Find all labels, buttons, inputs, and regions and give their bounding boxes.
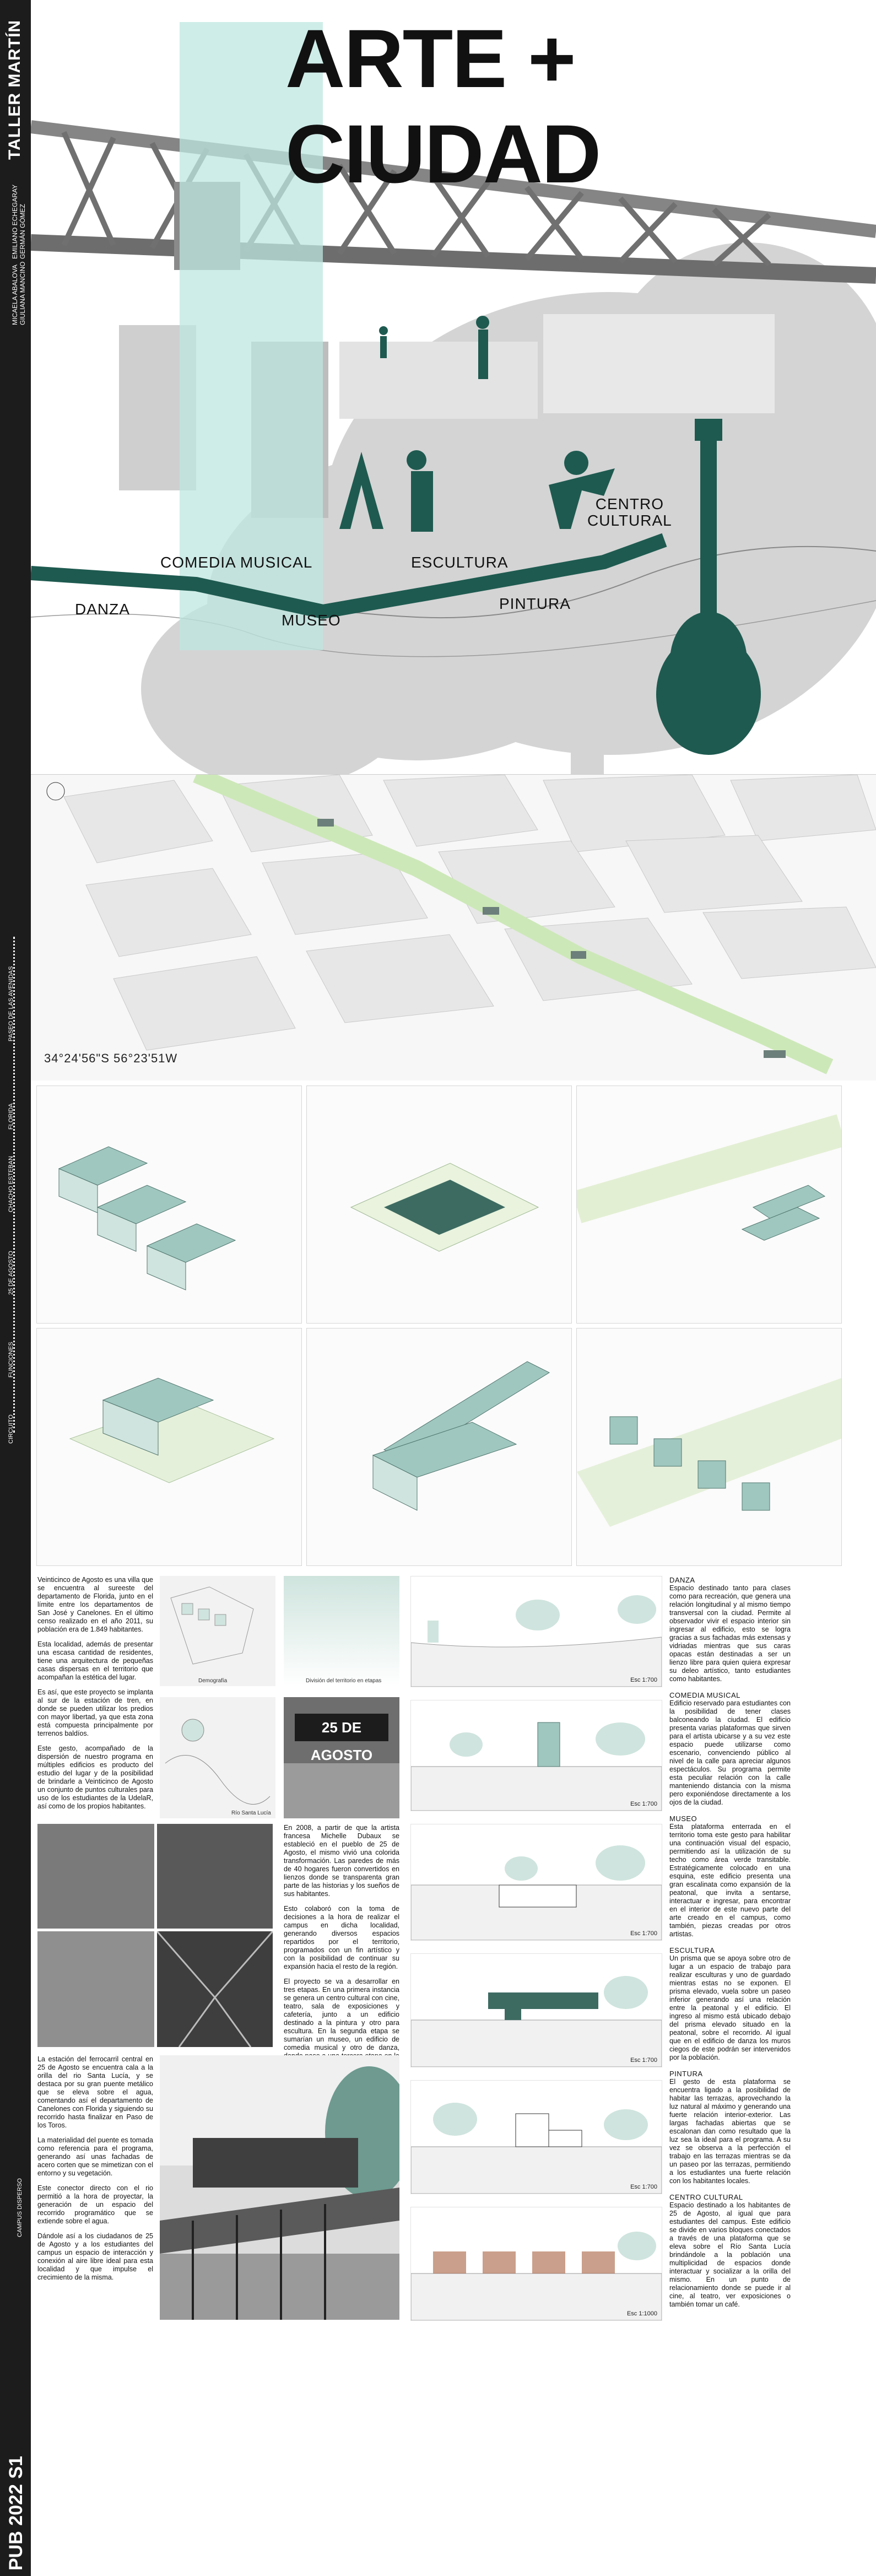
page-title: ARTE + CIUDAD	[285, 12, 601, 200]
paragraph: Esto colaboró con la toma de decisiones a la hora de realizar el campus en dicha localidad, generando diversos espacios repartidos por el territorio, programados con un fin artístico y con la posibilidad de continuar su expansión hacia el resto de la región.	[284, 1905, 399, 1970]
section-pintura	[410, 2080, 662, 2194]
sidebar-label: PASEO DE LAS AVENIDAS	[8, 966, 14, 1041]
program-heading: CENTRO CULTURAL	[669, 2193, 743, 2201]
scale-label: Esc 1:700	[630, 1801, 657, 1807]
sidebar-label: 25 DE AGOSTO	[8, 1251, 14, 1295]
section-escultura	[410, 1953, 662, 2067]
hero-collage	[31, 0, 876, 774]
bridge-text	[37, 2055, 153, 2288]
sidebar-label: CHACHO ESTEBAN	[8, 1155, 14, 1212]
program-heading: ESCULTURA	[669, 1946, 715, 1954]
paragraph: Esta localidad, además de presentar una escasa cantidad de residentes, tiene una arquitectura de pequeñas casas dispersas en el territorio que acompañan la estética del lugar.	[37, 1640, 153, 1681]
hero-label-centro: CENTRO CULTURAL	[587, 495, 672, 529]
render-perspective	[160, 2055, 399, 2320]
program-heading: DANZA	[669, 1576, 695, 1584]
section-danza	[410, 1576, 662, 1687]
town-sign-photo	[284, 1697, 399, 1818]
division-map	[284, 1576, 399, 1686]
sidebar-label: FUNCIONES	[8, 1342, 14, 1378]
hero-label-danza: DANZA	[75, 601, 130, 618]
author-4: GIULIANA MANCINO	[19, 261, 26, 325]
paragraph: El proyecto se va a desarrollar en tres etapas. En una primera instancia se genera un centro cultural con cine, teatro, sala de exposiciones y cafetería, junto a un edificio destinado a la pintura y otro para escultura. En la segunda etapa se sumarían un museo, un edificio de comedia musical y otro de danza,	[284, 1978, 399, 2051]
demography-map	[160, 1576, 275, 1686]
program-body: Un prisma que se apoya sobre otro de lugar a un espacio de trabajo para realizar esculturas y uno de guardado mientras estas no se exponen. El prisma elevado, vuela sobre un paseo inferior generando así una relación entre la peatonal y el edificio. El ingreso al mismo está ubicado debajo del prisma elevado situado en la peatonal, sobre el recorrido. Al igual que en el edificio de danza los muros ciegos de este podrán ser intervenidos por la población.	[669, 1954, 791, 2061]
coordinates: 34°24'56"S 56°23'51W	[44, 1051, 178, 1065]
hero-label-escultura: ESCULTURA	[411, 554, 509, 571]
hero-label-comedia: COMEDIA MUSICAL	[160, 554, 313, 571]
scale-label: Esc 1:700	[630, 2184, 657, 2190]
sidebar-title: TALLER MARTÍN	[6, 19, 24, 160]
sidebar-campus: CAMPUS DISPERSO	[17, 2178, 23, 2237]
program-body: Espacio destinado tanto para clases como para recreación, que genera una relación longitudinal y al mismo tiempo transversal con la ciudad. Permite al observador vivir el espacio interior sin ingresar al edificio, esto se logra gracias a sus fachadas más extensas y vidriadas mientras que sus caras opacas están destinadas a ser un lienzo libre para quien quiera expresar su deleo artístico, tanto estudiantes como habitantes.	[669, 1584, 791, 1683]
program-body: El gesto de esta plataforma se encuentra ligado a la posibilidad de habitar las terrazas, aprovechando la luz natural al máximo y generando una fuerte relación interior-exterior. Las largas fachadas abiertas que se escalonan dan como resultado que la luz sea la ideal para el programa. A su vez se observa a la perfección el trabajo en las terrazas mientras se da un paseo por las terrazas, permitiendo a los estudiantes una fuerte relación con los habitantes locales.	[669, 2078, 791, 2185]
paragraph: En 2008, a partir de que la artista francesa Michelle Dubaux se estableció en el pueblo de 25 de Agosto, el mismo vivió una colorida transformación. Las paredes de más de 40 hogares fueron convertidos en lienzos donde se transparenta gran parte de las historias y los sueños de sus habitantes.	[284, 1824, 399, 1898]
paragraph: Este conector directo con el rio permitió a la hora de proyectar, la generación de un espacio del recorrido programático que se extiende sobre el agua.	[37, 2184, 153, 2225]
sidebar-label: FLORIDA	[8, 1103, 14, 1130]
author-2: GERMÁN GÓMEZ	[19, 203, 26, 259]
axo-centro	[576, 1328, 842, 1566]
program-body: Espacio destinado a los habitantes de 25 de Agosto, al igual que para estudiantes del campus. Este edificio se divide en varios bloques conectados a través de una plataforma que se eleva sobre el Río Santa Lucía brindándole a la población una multiplicidad de espacios donde interactuar y socializar a la orilla del mismo. En un punto de relacionamiento donde se puede ir al cine, al teatro, ver exposiciones o también tomar un café.	[669, 2201, 791, 2308]
photo-window	[157, 1824, 273, 1929]
site-axonometric	[31, 774, 876, 1081]
section-centro	[410, 2207, 662, 2321]
program-descriptions	[669, 1576, 791, 2316]
north-icon	[47, 782, 64, 800]
scale-label: Esc 1:700	[630, 1677, 657, 1683]
photo-station	[37, 1824, 154, 1929]
scale-label: Esc 1:1000	[626, 2310, 657, 2317]
program-body: Esta plataforma enterrada en el territorio toma este gesto para habilitar una continuación visual del espacio, permitiendo así la utilización de su techo como área verde transitable. Estratégicamente colocado en una esquina, este edificio presenta una gran escalinata como expansión de la peatonal, que invita a sentarse, interactuar e ingresar, para encontrar en el interior de este nuevo parte del arte creado en el campus, como también, piezas creadas por otros artistas.	[669, 1823, 791, 1938]
paragraph: Este gesto, acompañado de la dispersión de nuestro programa en múltiples edificios es producto del estudio del lugar y de la posibilidad de brindarle a Veinticinco de Agosto un conjunto de puntos culturales para uso de los estudiantes de la UdelaR, así como de los propios habitantes.	[37, 1745, 153, 1810]
axo-escultura	[36, 1328, 302, 1566]
caption-division: División del territorio en etapas	[306, 1678, 382, 1684]
scale-label: Esc 1:700	[630, 2057, 657, 2064]
caption-rio: Río Santa Lucía	[231, 1810, 271, 1816]
intro-text	[37, 1576, 153, 1817]
author-1: EMILIANO ECHEGARAY	[11, 184, 19, 259]
author-3: MICAELA ABALOVA	[11, 264, 19, 325]
photo-road	[37, 1931, 154, 2047]
section-comedia	[410, 1700, 662, 1811]
building-axonometrics	[31, 1080, 876, 1570]
paragraph: La estación del ferrocarril central en 25 de Agosto se encuentra cala a la orilla del rio Santa Lucía, y se destaca por su gran puente metálico que se eleva sobre el agua, comentando así el departamento de Canelones con Florida y siguiendo su recorrido hasta finalizar en Paso de los Toros.	[37, 2055, 153, 2129]
photo-perspective	[339, 342, 538, 419]
sidebar-label: CIRCUITO	[8, 1414, 14, 1444]
paragraph: Dándole así a los ciudadanos de 25 de Agosto y a los estudiantes del campus un espacio de interacción y conexión al aire libre ideal para esta localidad y que impulse el crecimiento de la misma.	[37, 2232, 153, 2281]
caption-demografia: Demografía	[198, 1678, 228, 1684]
program-heading: MUSEO	[669, 1814, 697, 1823]
river-map	[160, 1697, 275, 1818]
town-sign: 25 DE AGOSTO	[295, 1714, 388, 1741]
scale-label: Esc 1:700	[630, 1930, 657, 1937]
axo-museo	[306, 1328, 572, 1566]
sidebar-pub: PUB 2022 S1	[6, 2456, 26, 2570]
map-illustration	[31, 775, 876, 1081]
axo-pintura	[576, 1086, 842, 1324]
hero-label-pintura: PINTURA	[499, 595, 571, 612]
axo-comedia	[306, 1086, 572, 1324]
program-heading: PINTURA	[669, 2070, 703, 2078]
sidebar	[0, 0, 31, 2576]
program-heading: COMEDIA MUSICAL	[669, 1691, 740, 1699]
paragraph: La materialidad del puente es tomada como referencia para el programa, generando así unas fachadas de acero corten que se mimetizan con el entorno y su vegetación.	[37, 2136, 153, 2177]
hero-label-museo: MUSEO	[282, 612, 341, 629]
paragraph: Es así, que este proyecto se implanta al sur de la estación de tren, en donde se pueden utilizar los predios con mayor libertad, ya que esta zona está compuesta principalmente por terrenos baldíos.	[37, 1688, 153, 1737]
history-text	[284, 1824, 399, 2083]
program-body: Edificio reservado para estudiantes con la posibilidad de tener clases balconeando la ciudad. El edificio presenta varias plataformas que sirven para el artista ubicarse y a su vez este espacio puede utilizarse como escenario, convenciendo público al nivel de la calle para apreciar algunos espectáculos. Su programa permite esta peculiar relación con la calle manteniendo distancia con la misma pero exponiéndose directamente a los ojos de la ciudad.	[669, 1699, 791, 1806]
section-museo	[410, 1824, 662, 1941]
axo-danza	[36, 1086, 302, 1324]
photo-bridge	[157, 1931, 273, 2047]
paragraph: Veinticinco de Agosto es una villa que se encuentra al sureeste del departamento de Florida, junto en el límite entre los departamentos de San José y Canelones. En el último censo realizado en el año 2011, su población era de 1.849 habitantes.	[37, 1576, 153, 1633]
photo-building	[543, 314, 775, 413]
